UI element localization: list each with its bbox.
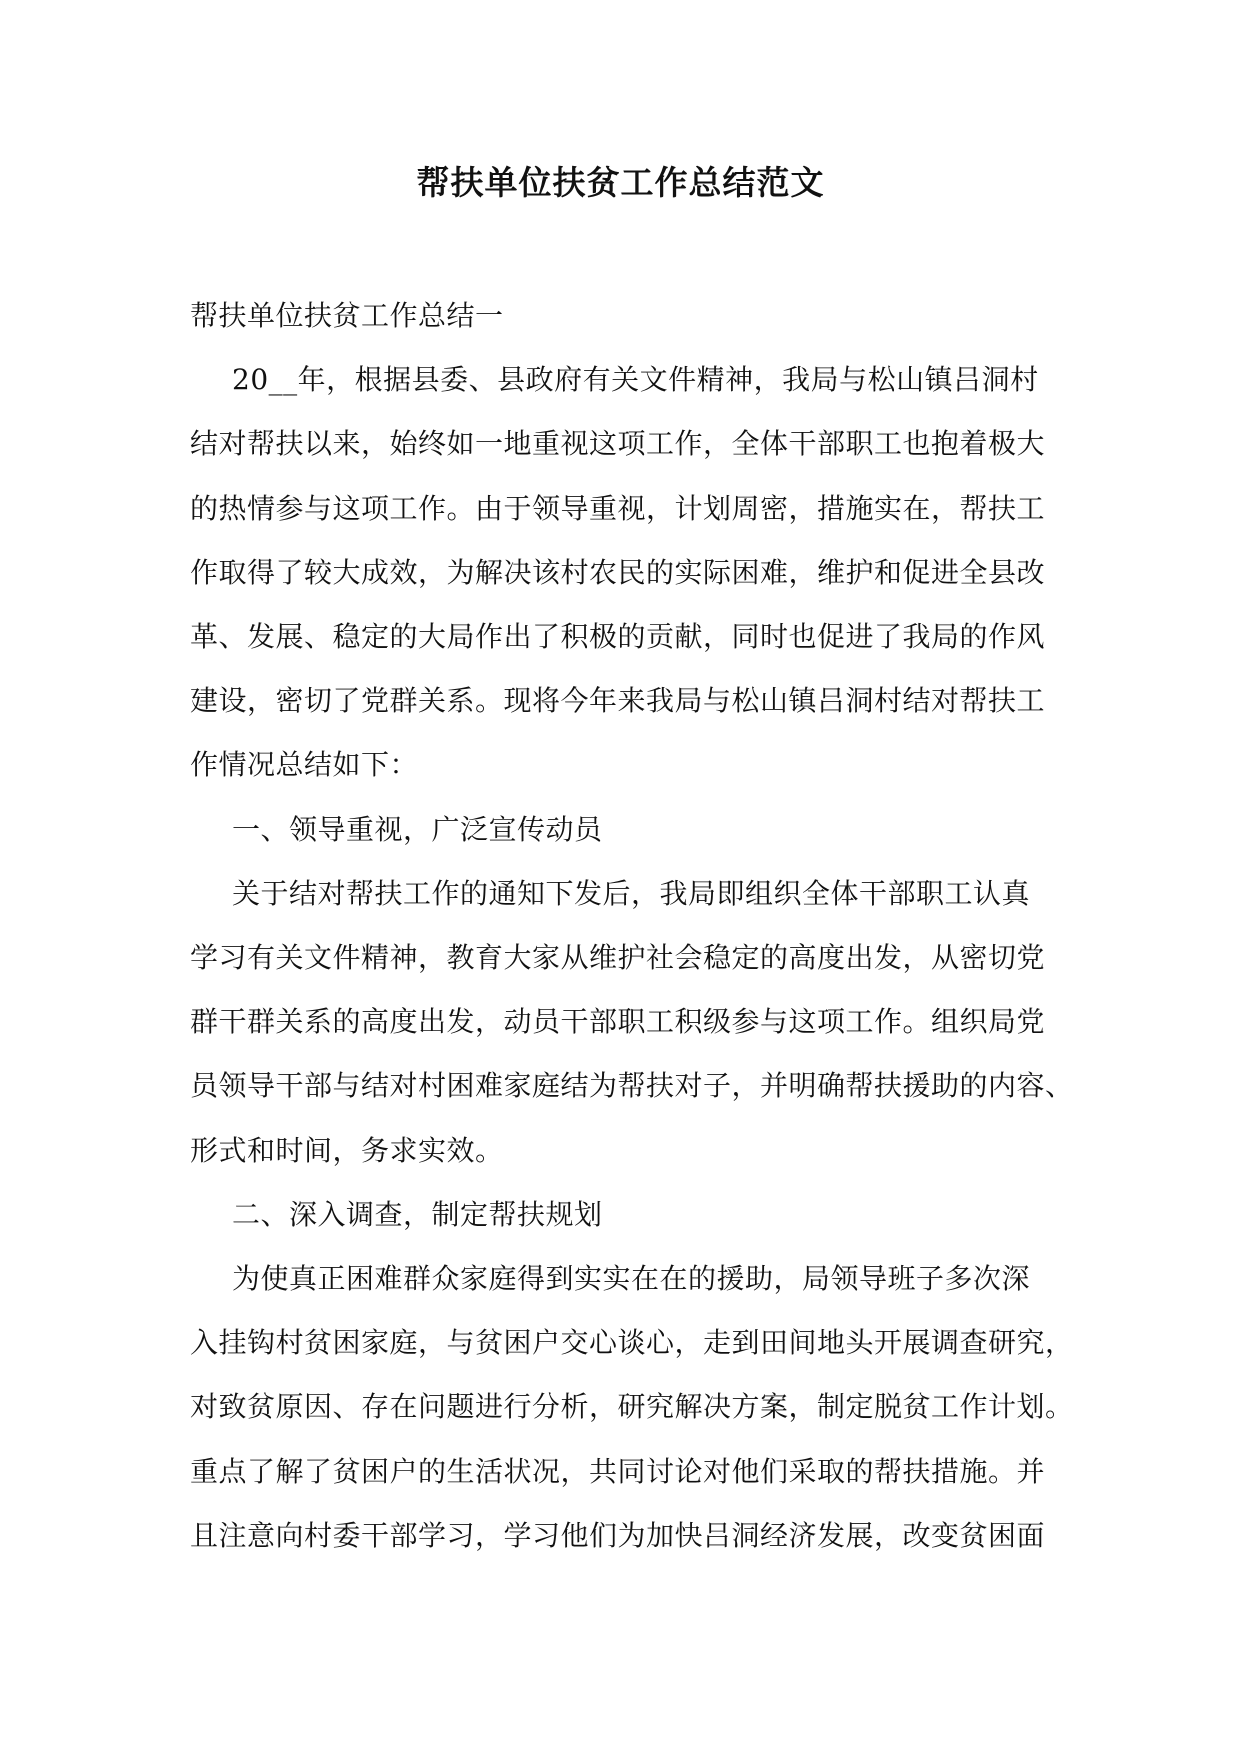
paragraph-line: 对致贫原因、存在问题进行分析，研究解决方案，制定脱贫工作计划。: [190, 1390, 1074, 1424]
paragraph-line: 群干群关系的高度出发，动员干部职工积级参与这项工作。组织局党: [190, 1005, 1046, 1039]
paragraph-line: 作情况总结如下：: [190, 748, 419, 782]
paragraph-line: 关于结对帮扶工作的通知下发后，我局即组织全体干部职工认真: [232, 876, 1031, 910]
paragraph-line: 的热情参与这项工作。由于领导重视，计划周密，措施实在，帮扶工: [190, 491, 1046, 525]
heading-leadership: 一、领导重视，广泛宣传动员: [232, 812, 603, 846]
paragraph-line: 重点了解了贫困户的生活状况，共同讨论对他们采取的帮扶措施。并: [190, 1454, 1046, 1488]
paragraph-1: [190, 348, 1060, 797]
paragraph-line: 学习有关文件精神，教育大家从维护社会稳定的高度出发，从密切党: [190, 941, 1046, 975]
paragraph-line: 革、发展、稳定的大局作出了积极的贡献，同时也促进了我局的作风: [190, 620, 1046, 654]
paragraph-line: 入挂钩村贫困家庭，与贫困户交心谈心，走到田间地头开展调查研究，: [190, 1326, 1074, 1360]
paragraph-line: 为使真正困难群众家庭得到实实在在的援助，局领导班子多次深: [232, 1262, 1031, 1296]
paragraph-line: 且注意向村委干部学习，学习他们为加快吕洞经济发展，改变贫困面: [190, 1518, 1046, 1552]
paragraph-line: 形式和时间，务求实效。: [190, 1133, 504, 1167]
paragraph-line: 结对帮扶以来，始终如一地重视这项工作，全体干部职工也抱着极大: [190, 427, 1046, 461]
section-title: 帮扶单位扶贫工作总结一: [190, 299, 504, 332]
heading-investigation: 二、深入调查，制定帮扶规划: [232, 1197, 603, 1231]
paragraph-line: 20__年，根据县委、县政府有关文件精神，我局与松山镇吕洞村: [232, 363, 1039, 397]
paragraph-line: 作取得了较大成效，为解决该村农民的实际困难，维护和促进全县改: [190, 555, 1046, 589]
paragraph-2: [190, 862, 1074, 1183]
paragraph-3: [190, 1247, 1074, 1568]
paragraph-line: 员领导干部与结对村困难家庭结为帮扶对子，并明确帮扶援助的内容、: [190, 1069, 1074, 1103]
document-title: 帮扶单位扶贫工作总结范文: [416, 163, 825, 202]
paragraph-line: 建设，密切了党群关系。现将今年来我局与松山镇吕洞村结对帮扶工: [190, 684, 1046, 718]
document-body: [190, 284, 1074, 1568]
